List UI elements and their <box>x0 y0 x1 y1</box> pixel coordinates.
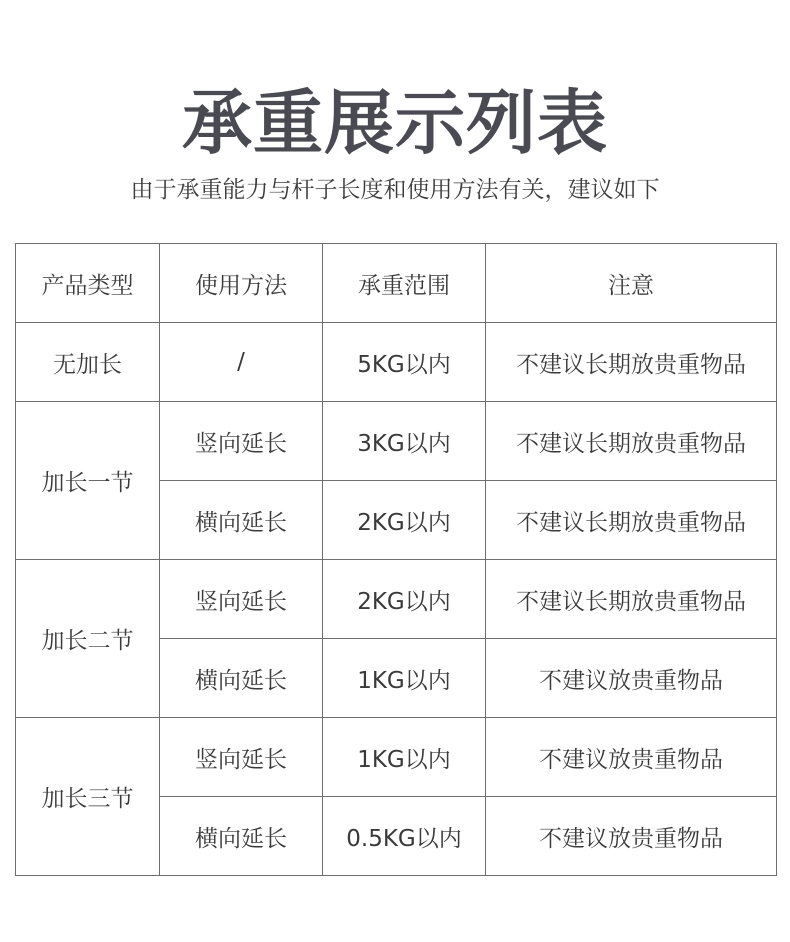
load-range-cell: 1KG以内 <box>323 718 486 797</box>
header-product-type: 产品类型 <box>16 244 160 323</box>
note-cell: 不建议放贵重物品 <box>486 639 777 718</box>
product-type-cell: 加长一节 <box>16 402 160 560</box>
usage-method-cell: / <box>160 323 323 402</box>
header-note: 注意 <box>486 244 777 323</box>
usage-method-cell: 横向延长 <box>160 639 323 718</box>
page-subtitle: 由于承重能力与杆子长度和使用方法有关，建议如下 <box>130 177 660 203</box>
note-cell: 不建议长期放贵重物品 <box>486 560 777 639</box>
usage-method-cell: 横向延长 <box>160 797 323 876</box>
load-range-cell: 1KG以内 <box>323 639 486 718</box>
note-cell: 不建议放贵重物品 <box>486 797 777 876</box>
table-header-row <box>16 244 777 323</box>
page-title: 承重展示列表 <box>182 82 608 164</box>
usage-method-cell: 竖向延长 <box>160 718 323 797</box>
load-range-cell: 0.5KG以内 <box>323 797 486 876</box>
load-range-cell: 3KG以内 <box>323 402 486 481</box>
load-range-cell: 2KG以内 <box>323 481 486 560</box>
load-range-cell: 5KG以内 <box>323 323 486 402</box>
usage-method-cell: 竖向延长 <box>160 402 323 481</box>
product-type-cell: 加长二节 <box>16 560 160 718</box>
note-cell: 不建议长期放贵重物品 <box>486 323 777 402</box>
usage-method-cell: 横向延长 <box>160 481 323 560</box>
note-cell: 不建议放贵重物品 <box>486 718 777 797</box>
note-cell: 不建议长期放贵重物品 <box>486 402 777 481</box>
product-type-cell: 无加长 <box>16 323 160 402</box>
note-cell: 不建议长期放贵重物品 <box>486 481 777 560</box>
load-range-cell: 2KG以内 <box>323 560 486 639</box>
table-row <box>16 402 777 481</box>
table-row <box>16 323 777 402</box>
load-table <box>15 243 777 876</box>
table-row <box>16 718 777 797</box>
table-row <box>16 560 777 639</box>
header-usage-method: 使用方法 <box>160 244 323 323</box>
header-load-range: 承重范围 <box>323 244 486 323</box>
usage-method-cell: 竖向延长 <box>160 560 323 639</box>
product-type-cell: 加长三节 <box>16 718 160 876</box>
